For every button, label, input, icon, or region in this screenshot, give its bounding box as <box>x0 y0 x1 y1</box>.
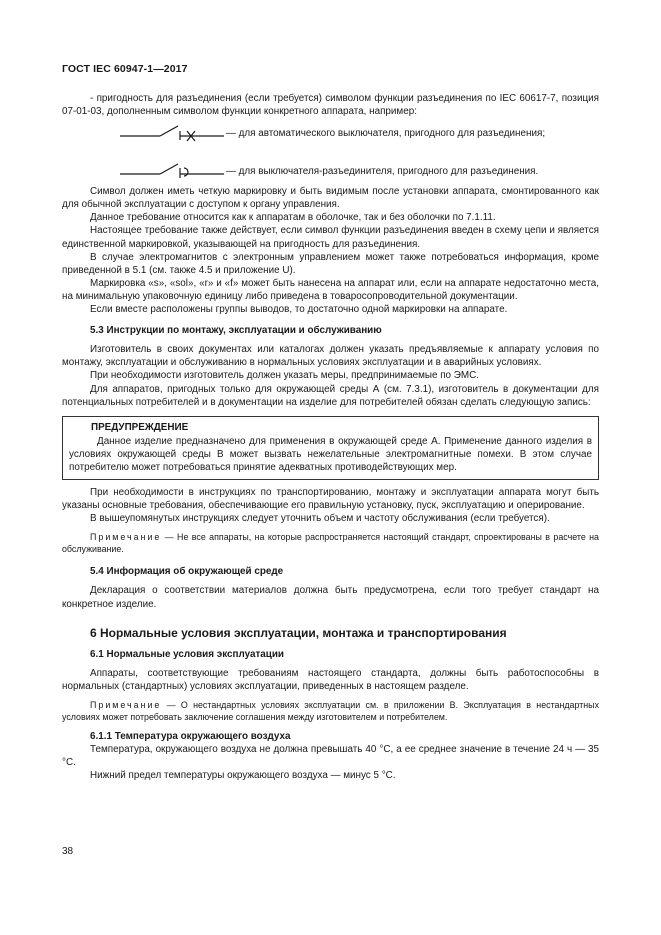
section-heading-5-3: 5.3 Инструкции по монтажу, эксплуатации и обслуживанию <box>90 325 382 337</box>
paragraph: Для аппаратов, пригодных только для окружающей среды А (см. 7.3.1), изготовитель в документации для потенциальных потребителей и в документации на изделие для потребителей обязан сделать следующую запись: <box>62 383 599 408</box>
note <box>62 531 599 555</box>
page-number: 38 <box>62 846 74 857</box>
note-label: Примечание <box>90 532 162 543</box>
note <box>62 699 599 723</box>
symbol-row-switch-disconnector <box>62 161 599 181</box>
paragraph: Символ должен иметь четкую маркировку и быть видимым после установки аппарата, смонтированного как для обычной эксплуатации с доступом к органу управления. <box>62 186 599 211</box>
page-body <box>62 92 599 782</box>
paragraph: В случае электромагнитов с электронным управлением может также потребоваться информация, кроме приведенной в 5.1 (см. также 4.5 и приложение U). <box>62 251 599 276</box>
circuit-breaker-disconnector-symbol <box>118 123 228 143</box>
section-heading-6: 6 Нормальные условия эксплуатации, монтажа и транспортирования <box>90 625 507 640</box>
symbol-caption: — для выключателя-разъединителя, пригодного для разъединения. <box>226 166 539 178</box>
note-label: Примечание <box>90 700 162 710</box>
paragraph: Аппараты, соответствующие требованиям настоящего стандарта, должны быть работоспособны в нормальных (стандартных) условиях эксплуатации, приведенных в настоящем разделе. <box>62 667 599 692</box>
section-heading-6-1-1: 6.1.1 Температура окружающего воздуха <box>90 731 291 742</box>
symbol-row-circuit-breaker <box>62 123 599 143</box>
section-heading-5-4: 5.4 Информация об окружающей среде <box>90 566 284 578</box>
paragraph: Настоящее требование также действует, если символ функции разъединения введен в схему цепи и является единственной маркировкой, указывающей на пригодность для разъединения. <box>62 225 599 250</box>
note-text: — О нестандартных условиях эксплуатации см. в приложении В. Эксплуатация в нестандартных условиях может потребовать заключение соглашения между изготовителем и потребителем. <box>62 700 600 722</box>
paragraph: Изготовитель в своих документах или каталогах должен указать предъявляемые к аппарату условия по монтажу, эксплуатации и обслуживанию в нормальных условиях эксплуатации и в аварийных условиях. <box>62 344 599 369</box>
warning-box <box>62 416 599 480</box>
paragraph: При необходимости в инструкциях по транспортированию, монтажу и эксплуатации аппарата могут быть указаны основные требования, обеспечивающие его правильную установку, пуск, эксплуатацию и оперирование. <box>62 487 599 512</box>
paragraph: Нижний предел температуры окружающего воздуха — минус 5 °С. <box>90 770 396 782</box>
switch-disconnector-symbol <box>118 161 228 181</box>
note-text: — Не все аппараты, на которые распространяется настоящий стандарт, спроектированы в расчете на обслуживание. <box>62 532 599 555</box>
section-heading-6-1: 6.1 Нормальные условия эксплуатации <box>90 648 284 660</box>
paragraph: Если вместе расположены группы выводов, то достаточно одной маркировки на аппарате. <box>90 304 508 316</box>
paragraph: В вышеупомянутых инструкциях следует уточнить объем и частоту обслуживания (если требуется). <box>90 513 550 525</box>
paragraph: Данное требование относится как к аппаратам в оболочке, так и без оболочки по 7.1.11. <box>90 212 496 224</box>
standard-header: ГОСТ IEC 60947-1—2017 <box>62 63 188 75</box>
paragraph: При необходимости изготовитель должен указать меры, предпринимаемые по ЭМС. <box>90 370 479 382</box>
paragraph: Температура, окружающего воздуха не должна превышать 40 °С, а ее среднее значение в течение 24 ч — 35 °С. <box>62 744 599 769</box>
paragraph: Декларация о соответствии материалов должна быть предусмотрена, если того требует стандарт на конкретное изделие. <box>62 585 599 610</box>
warning-title: ПРЕДУПРЕЖДЕНИЕ <box>91 421 189 433</box>
paragraph: Маркировка «s», «sol», «r» и «f» может быть нанесена на аппарат или, если на аппарате недостаточно места, на минимальную упаковочную единицу либо приведена в товаросопроводительной документации. <box>62 277 599 302</box>
paragraph: - пригодность для разъединения (если требуется) символом функции разъединения по IEC 60617-7, позиция 07-01-03, дополненным символом функции конкретного аппарата, например: <box>62 93 599 118</box>
symbol-caption: — для автоматического выключателя, пригодного для разъединения; <box>226 128 546 140</box>
warning-text: Данное изделие предназначено для применения в окружающей среде А. Применение данного изделия в условиях окружающей среды В может вызвать нежелательные электромагнитные помехи. В этом случае потребителю может потребоваться принятие адекватных противодействующих мер. <box>69 435 592 473</box>
